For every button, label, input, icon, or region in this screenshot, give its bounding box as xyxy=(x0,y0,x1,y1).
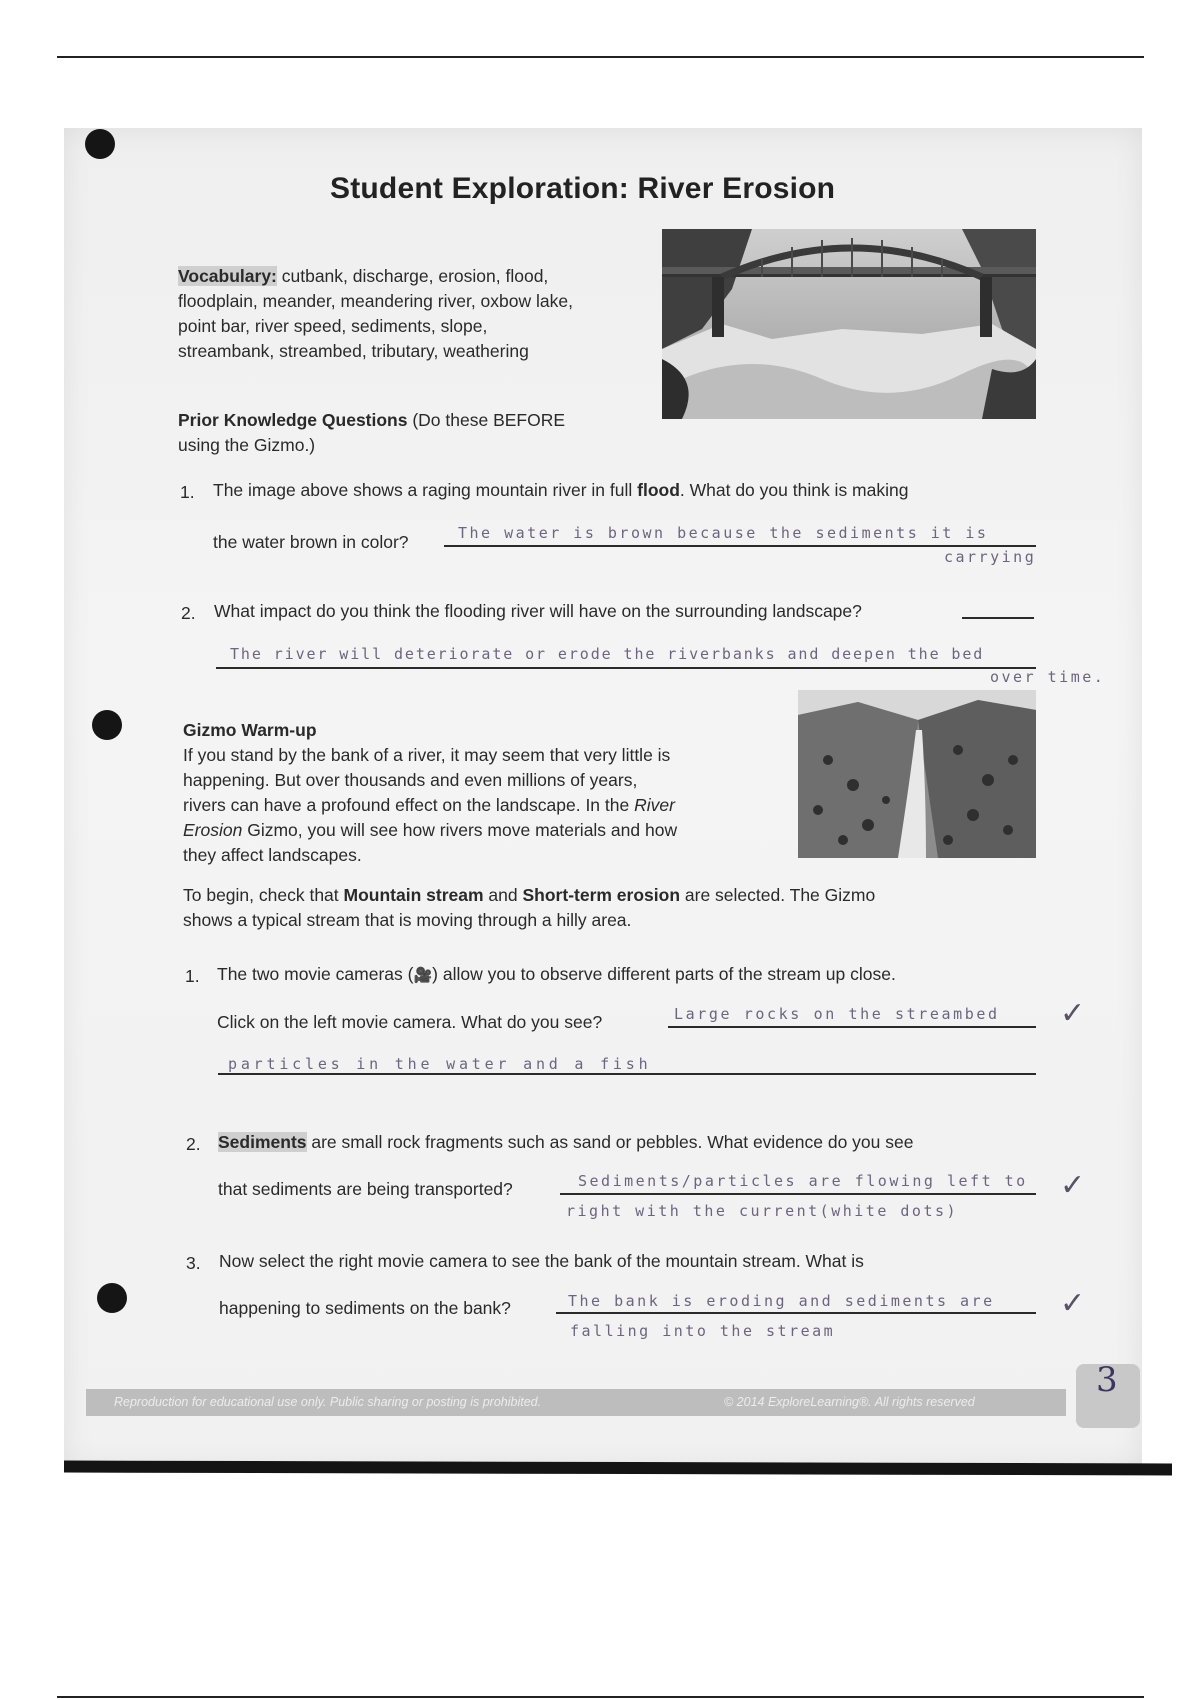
vocabulary-line: floodplain, meander, meandering river, oxbow lake, xyxy=(178,291,573,311)
warmup-block xyxy=(183,718,677,868)
warmup-line: If you stand by the bank of a river, it may seem that very little is xyxy=(183,745,671,765)
prior-note: using the Gizmo.) xyxy=(178,435,316,455)
vocabulary-label: Vocabulary: xyxy=(178,266,277,286)
question-1-prompt: the water brown in color? xyxy=(213,532,409,552)
bold-term: Mountain stream xyxy=(343,885,484,905)
handwritten-answer: over time. xyxy=(990,668,1106,686)
warmup-question-2 xyxy=(218,1130,913,1155)
top-rule xyxy=(57,56,1144,58)
river-valley-photo xyxy=(798,690,1036,858)
prior-heading-text: Prior Knowledge Questions xyxy=(178,410,408,430)
handwritten-answer: particles in the water and a fish xyxy=(228,1055,652,1073)
warmup-line: rivers can have a profound effect on the landscape. In the xyxy=(183,795,635,815)
prior-knowledge-heading xyxy=(178,408,565,458)
question-number: 2. xyxy=(181,603,196,623)
check-mark: ✓ xyxy=(1060,996,1086,1031)
warmup-question-2-prompt: that sediments are being transported? xyxy=(218,1179,513,1199)
punch-hole-bottom xyxy=(97,1283,127,1313)
punch-hole-middle xyxy=(92,710,122,740)
question-text: ) allow you to observe different parts of the stream up close. xyxy=(432,964,896,984)
prior-note: (Do these BEFORE xyxy=(407,410,566,430)
warmup-question-3-prompt: happening to sediments on the bank? xyxy=(219,1298,511,1318)
handwritten-answer: The river will deteriorate or erode the riverbanks and deepen the bed xyxy=(230,645,985,663)
vocabulary-line: cutbank, discharge, erosion, flood, xyxy=(276,266,549,286)
begin-text: and xyxy=(483,885,523,905)
check-mark: ✓ xyxy=(1060,1168,1086,1203)
vocabulary-line: point bar, river speed, sediments, slope, xyxy=(178,316,488,336)
sheet-bottom-edge xyxy=(64,1461,1172,1476)
handwritten-answer: right with the current(white dots) xyxy=(566,1202,959,1220)
warmup-heading: Gizmo Warm-up xyxy=(183,720,317,740)
handwritten-score: 3 xyxy=(1096,1360,1118,1400)
check-mark: ✓ xyxy=(1060,1286,1086,1321)
answer-line xyxy=(216,667,1036,669)
handwritten-answer: falling into the stream xyxy=(570,1322,836,1340)
question-number: 3. xyxy=(186,1253,201,1273)
answer-line xyxy=(962,617,1034,619)
warmup-question-1-prompt: Click on the left movie camera. What do you see? xyxy=(217,1012,603,1032)
question-number: 1. xyxy=(180,482,195,502)
question-text: . What do you think is making xyxy=(679,480,909,500)
page-title: Student Exploration: River Erosion xyxy=(330,172,836,205)
warmup-line: they affect landscapes. xyxy=(183,845,362,865)
warmup-line: Gizmo, you will see how rivers move materials and how xyxy=(242,820,678,840)
handwritten-answer: The bank is eroding and sediments are xyxy=(568,1292,995,1310)
answer-line xyxy=(668,1026,1036,1028)
question-text: are small rock fragments such as sand or pebbles. What evidence do you see xyxy=(306,1132,914,1152)
handwritten-answer: The water is brown because the sediments it is xyxy=(458,524,989,542)
bold-term-flood: flood xyxy=(637,480,680,500)
question-number: 2. xyxy=(186,1134,201,1154)
answer-line xyxy=(556,1312,1036,1314)
gizmo-name: River xyxy=(634,795,675,815)
begin-text: are selected. The Gizmo xyxy=(680,885,876,905)
question-text: The image above shows a raging mountain river in full xyxy=(213,480,638,500)
answer-line xyxy=(560,1193,1036,1195)
handwritten-answer: carrying xyxy=(944,548,1037,566)
handwritten-answer: Sediments/particles are flowing left to xyxy=(578,1172,1028,1190)
question-2-text: What impact do you think the flooding river will have on the surrounding landscape? xyxy=(214,601,862,621)
question-text: The two movie cameras ( xyxy=(217,964,414,984)
question-1-text xyxy=(213,478,908,503)
gizmo-name: Erosion xyxy=(183,820,243,840)
bridge-flood-photo xyxy=(662,229,1036,419)
answer-line xyxy=(218,1073,1036,1075)
footer-copyright: © 2014 ExploreLearning®. All rights reserved xyxy=(724,1395,975,1409)
vocabulary-line: streambank, streambed, tributary, weathering xyxy=(178,341,529,361)
bottom-rule xyxy=(57,1696,1144,1698)
begin-instructions xyxy=(183,883,875,933)
warmup-question-3: Now select the right movie camera to see the bank of the mountain stream. What is xyxy=(219,1251,864,1271)
begin-text: To begin, check that xyxy=(183,885,344,905)
handwritten-answer: Large rocks on the streambed xyxy=(674,1005,1000,1023)
bold-term-sediments: Sediments xyxy=(218,1132,307,1152)
punch-hole-top xyxy=(85,129,115,159)
answer-line xyxy=(444,545,1036,547)
vocabulary-block xyxy=(178,264,573,364)
warmup-line: happening. But over thousands and even millions of years, xyxy=(183,770,638,790)
footer-reproduction-note: Reproduction for educational use only. Public sharing or posting is prohibited. xyxy=(114,1395,542,1409)
question-number: 1. xyxy=(185,966,200,986)
begin-text: shows a typical stream that is moving through a hilly area. xyxy=(183,910,632,930)
movie-camera-icon: 🎥 xyxy=(413,967,433,984)
bold-term: Short-term erosion xyxy=(522,885,681,905)
warmup-question-1 xyxy=(217,962,896,988)
